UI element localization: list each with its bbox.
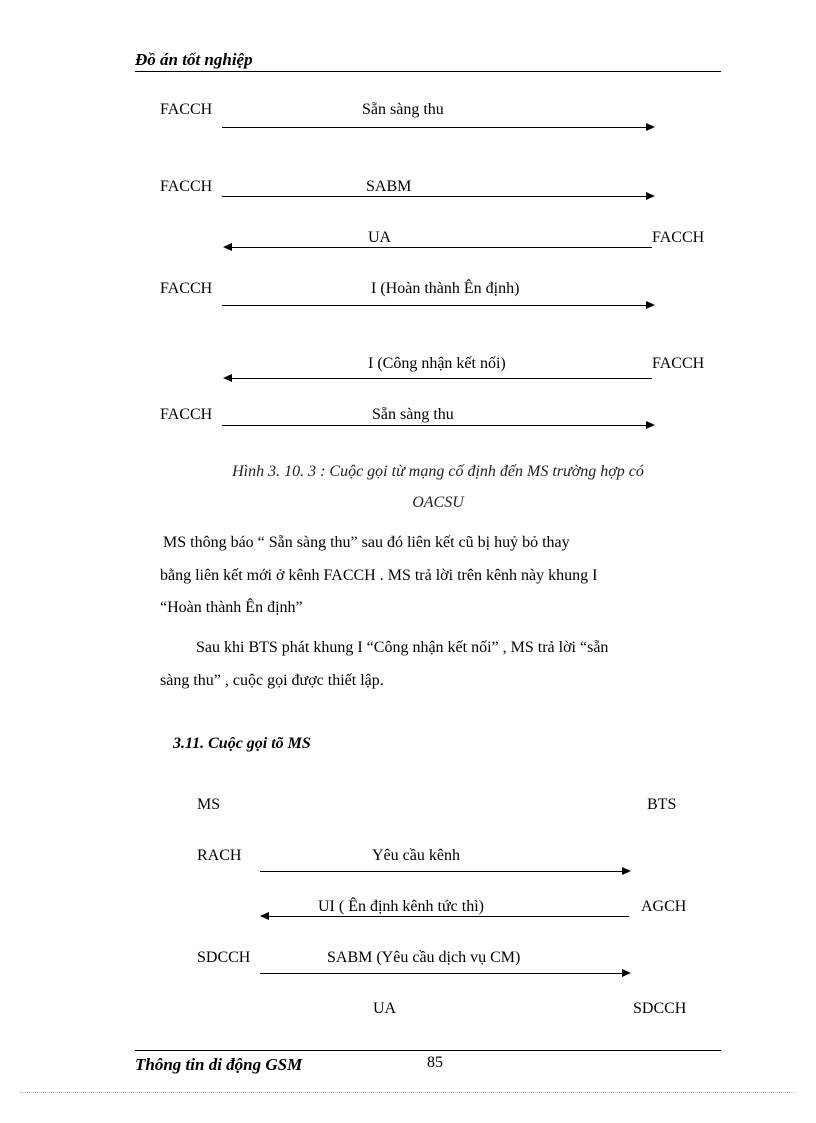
arrowhead-right-icon bbox=[646, 192, 655, 200]
entity-label-left: MS bbox=[197, 796, 221, 813]
channel-label-left: SDCCH bbox=[197, 949, 251, 966]
arrow-right bbox=[222, 196, 648, 197]
arrow-right bbox=[260, 871, 624, 872]
arrow-right bbox=[222, 425, 648, 426]
page-boundary bbox=[20, 1092, 796, 1093]
message-label: SABM (Yêu cầu dịch vụ CM) bbox=[327, 949, 521, 966]
entity-label-right: BTS bbox=[647, 796, 677, 813]
arrowhead-right-icon bbox=[646, 301, 655, 309]
section-heading: 3.11. Cuộc gọi tõ MS bbox=[173, 735, 311, 752]
footer-title: Thông tin di động GSM bbox=[135, 1055, 303, 1074]
figure-caption-line1: Hình 3. 10. 3 : Cuộc gọi từ mạng cố định đến MS trường hợp có bbox=[232, 463, 644, 480]
page-number: 85 bbox=[427, 1054, 443, 1071]
header-rule bbox=[135, 71, 721, 72]
message-label: SABM bbox=[366, 178, 412, 195]
arrowhead-right-icon bbox=[622, 969, 631, 977]
paragraph-2-line-1: Sau khi BTS phát khung I “Công nhận kết nối” , MS trả lời “sẵn bbox=[196, 639, 609, 656]
channel-label-right: FACCH bbox=[652, 229, 705, 246]
paragraph-1-line-1: MS thông báo “ Sẵn sàng thu” sau đó liên kết cũ bị huỷ bỏ thay bbox=[163, 534, 570, 551]
message-label: I (Công nhận kết nối) bbox=[368, 355, 506, 372]
channel-label-right: SDCCH bbox=[633, 1000, 687, 1017]
channel-label-left: FACCH bbox=[160, 101, 213, 118]
message-label: I (Hoàn thành Ên định) bbox=[371, 280, 520, 297]
message-label: UA bbox=[373, 1000, 397, 1017]
channel-label-left: RACH bbox=[197, 847, 242, 864]
channel-label-left: FACCH bbox=[160, 406, 213, 423]
message-label: Yêu cầu kênh bbox=[372, 847, 460, 864]
footer-rule bbox=[135, 1050, 721, 1051]
arrow-left bbox=[230, 247, 652, 248]
arrow-left bbox=[267, 916, 629, 917]
figure-caption-line2: OACSU bbox=[412, 494, 464, 511]
arrow-left bbox=[230, 378, 652, 379]
channel-label-right: AGCH bbox=[641, 898, 687, 915]
header-title: Đồ án tốt nghiệp bbox=[135, 50, 253, 69]
channel-label-left: FACCH bbox=[160, 280, 213, 297]
message-label: UI ( Ên định kênh tức thì) bbox=[318, 898, 484, 915]
channel-label-right: FACCH bbox=[652, 355, 705, 372]
arrowhead-right-icon bbox=[622, 867, 631, 875]
arrowhead-right-icon bbox=[646, 123, 655, 131]
arrow-right bbox=[222, 305, 648, 306]
paragraph-2-line-2: sàng thu” , cuộc gọi được thiết lập. bbox=[160, 672, 384, 689]
paragraph-1-line-2: bằng liên kết mới ở kênh FACCH . MS trả lời trên kênh này khung I bbox=[160, 567, 598, 584]
arrow-right bbox=[260, 973, 624, 974]
paragraph-1-line-3: “Hoàn thành Ên định” bbox=[160, 599, 303, 616]
arrowhead-right-icon bbox=[646, 421, 655, 429]
message-label: Sẵn sàng thu bbox=[372, 406, 454, 423]
message-label: UA bbox=[368, 229, 392, 246]
message-label: Sẵn sàng thu bbox=[362, 101, 444, 118]
channel-label-left: FACCH bbox=[160, 178, 213, 195]
arrow-right bbox=[222, 127, 648, 128]
